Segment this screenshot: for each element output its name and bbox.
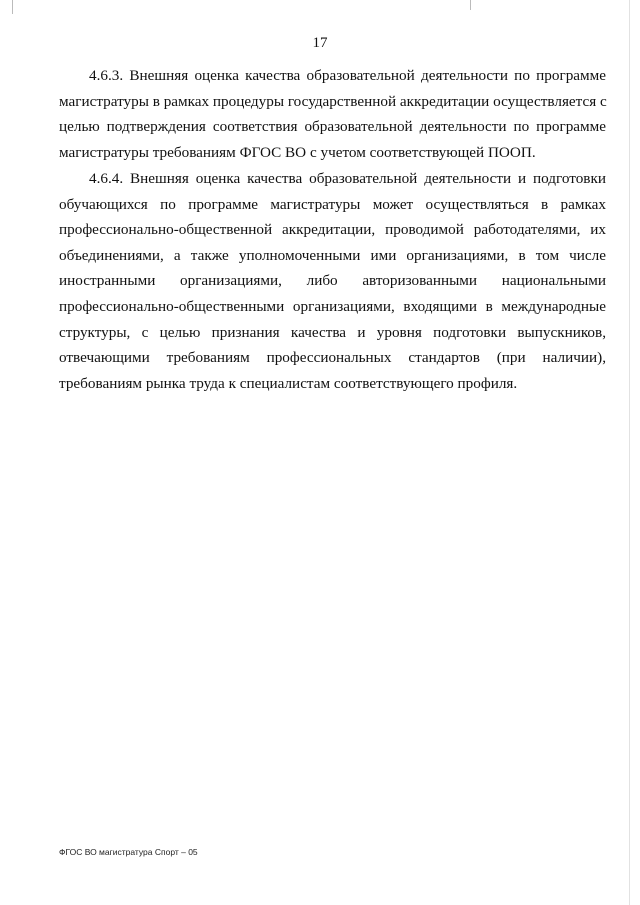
paragraph-line: требованиям рынка труда к специалистам соответствующего профиля. — [59, 374, 518, 392]
paragraph-line: 4.6.4. Внешняя оценка качества образовательной деятельности и подготовки — [89, 170, 606, 187]
scan-artifact — [12, 0, 13, 14]
paragraph-line: магистратуры требованиям ФГОС ВО с учетом соответствующей ПООП. — [59, 143, 536, 161]
paragraph-4-6-4 — [59, 166, 606, 396]
paragraph-line: профессионально-общественными организациями, входящими в международные — [59, 297, 606, 315]
paragraph-line: 4.6.3. Внешняя оценка качества образовательной деятельности по программе — [89, 67, 606, 84]
paragraph-line: объединениями, а также уполномоченными ими организациями, в том числе — [59, 246, 606, 264]
paragraph-line: отвечающими требованиям профессиональных стандартов (при наличии), — [59, 349, 606, 367]
paragraph-line: магистратуры в рамках процедуры государственной аккредитации осуществляется с — [59, 92, 607, 110]
paragraph-line: целью подтверждения соответствия образовательной деятельности по программе — [59, 118, 606, 136]
scan-artifact — [629, 0, 630, 905]
paragraph-line: структуры, с целью признания качества и уровня подготовки выпускников, — [59, 323, 606, 341]
paragraph-line: иностранными организациями, либо авторизованными национальными — [59, 272, 606, 290]
paragraph-line: обучающихся по программе магистратуры может осуществляться в рамках — [59, 195, 606, 213]
paragraph-line: профессионально-общественной аккредитации, проводимой работодателями, их — [59, 221, 606, 239]
paragraph-4-6-3 — [59, 63, 606, 165]
page-number: 17 — [312, 35, 328, 51]
scan-artifact — [470, 0, 471, 10]
footer-document-code: ФГОС ВО магистратура Спорт – 05 — [59, 847, 198, 857]
